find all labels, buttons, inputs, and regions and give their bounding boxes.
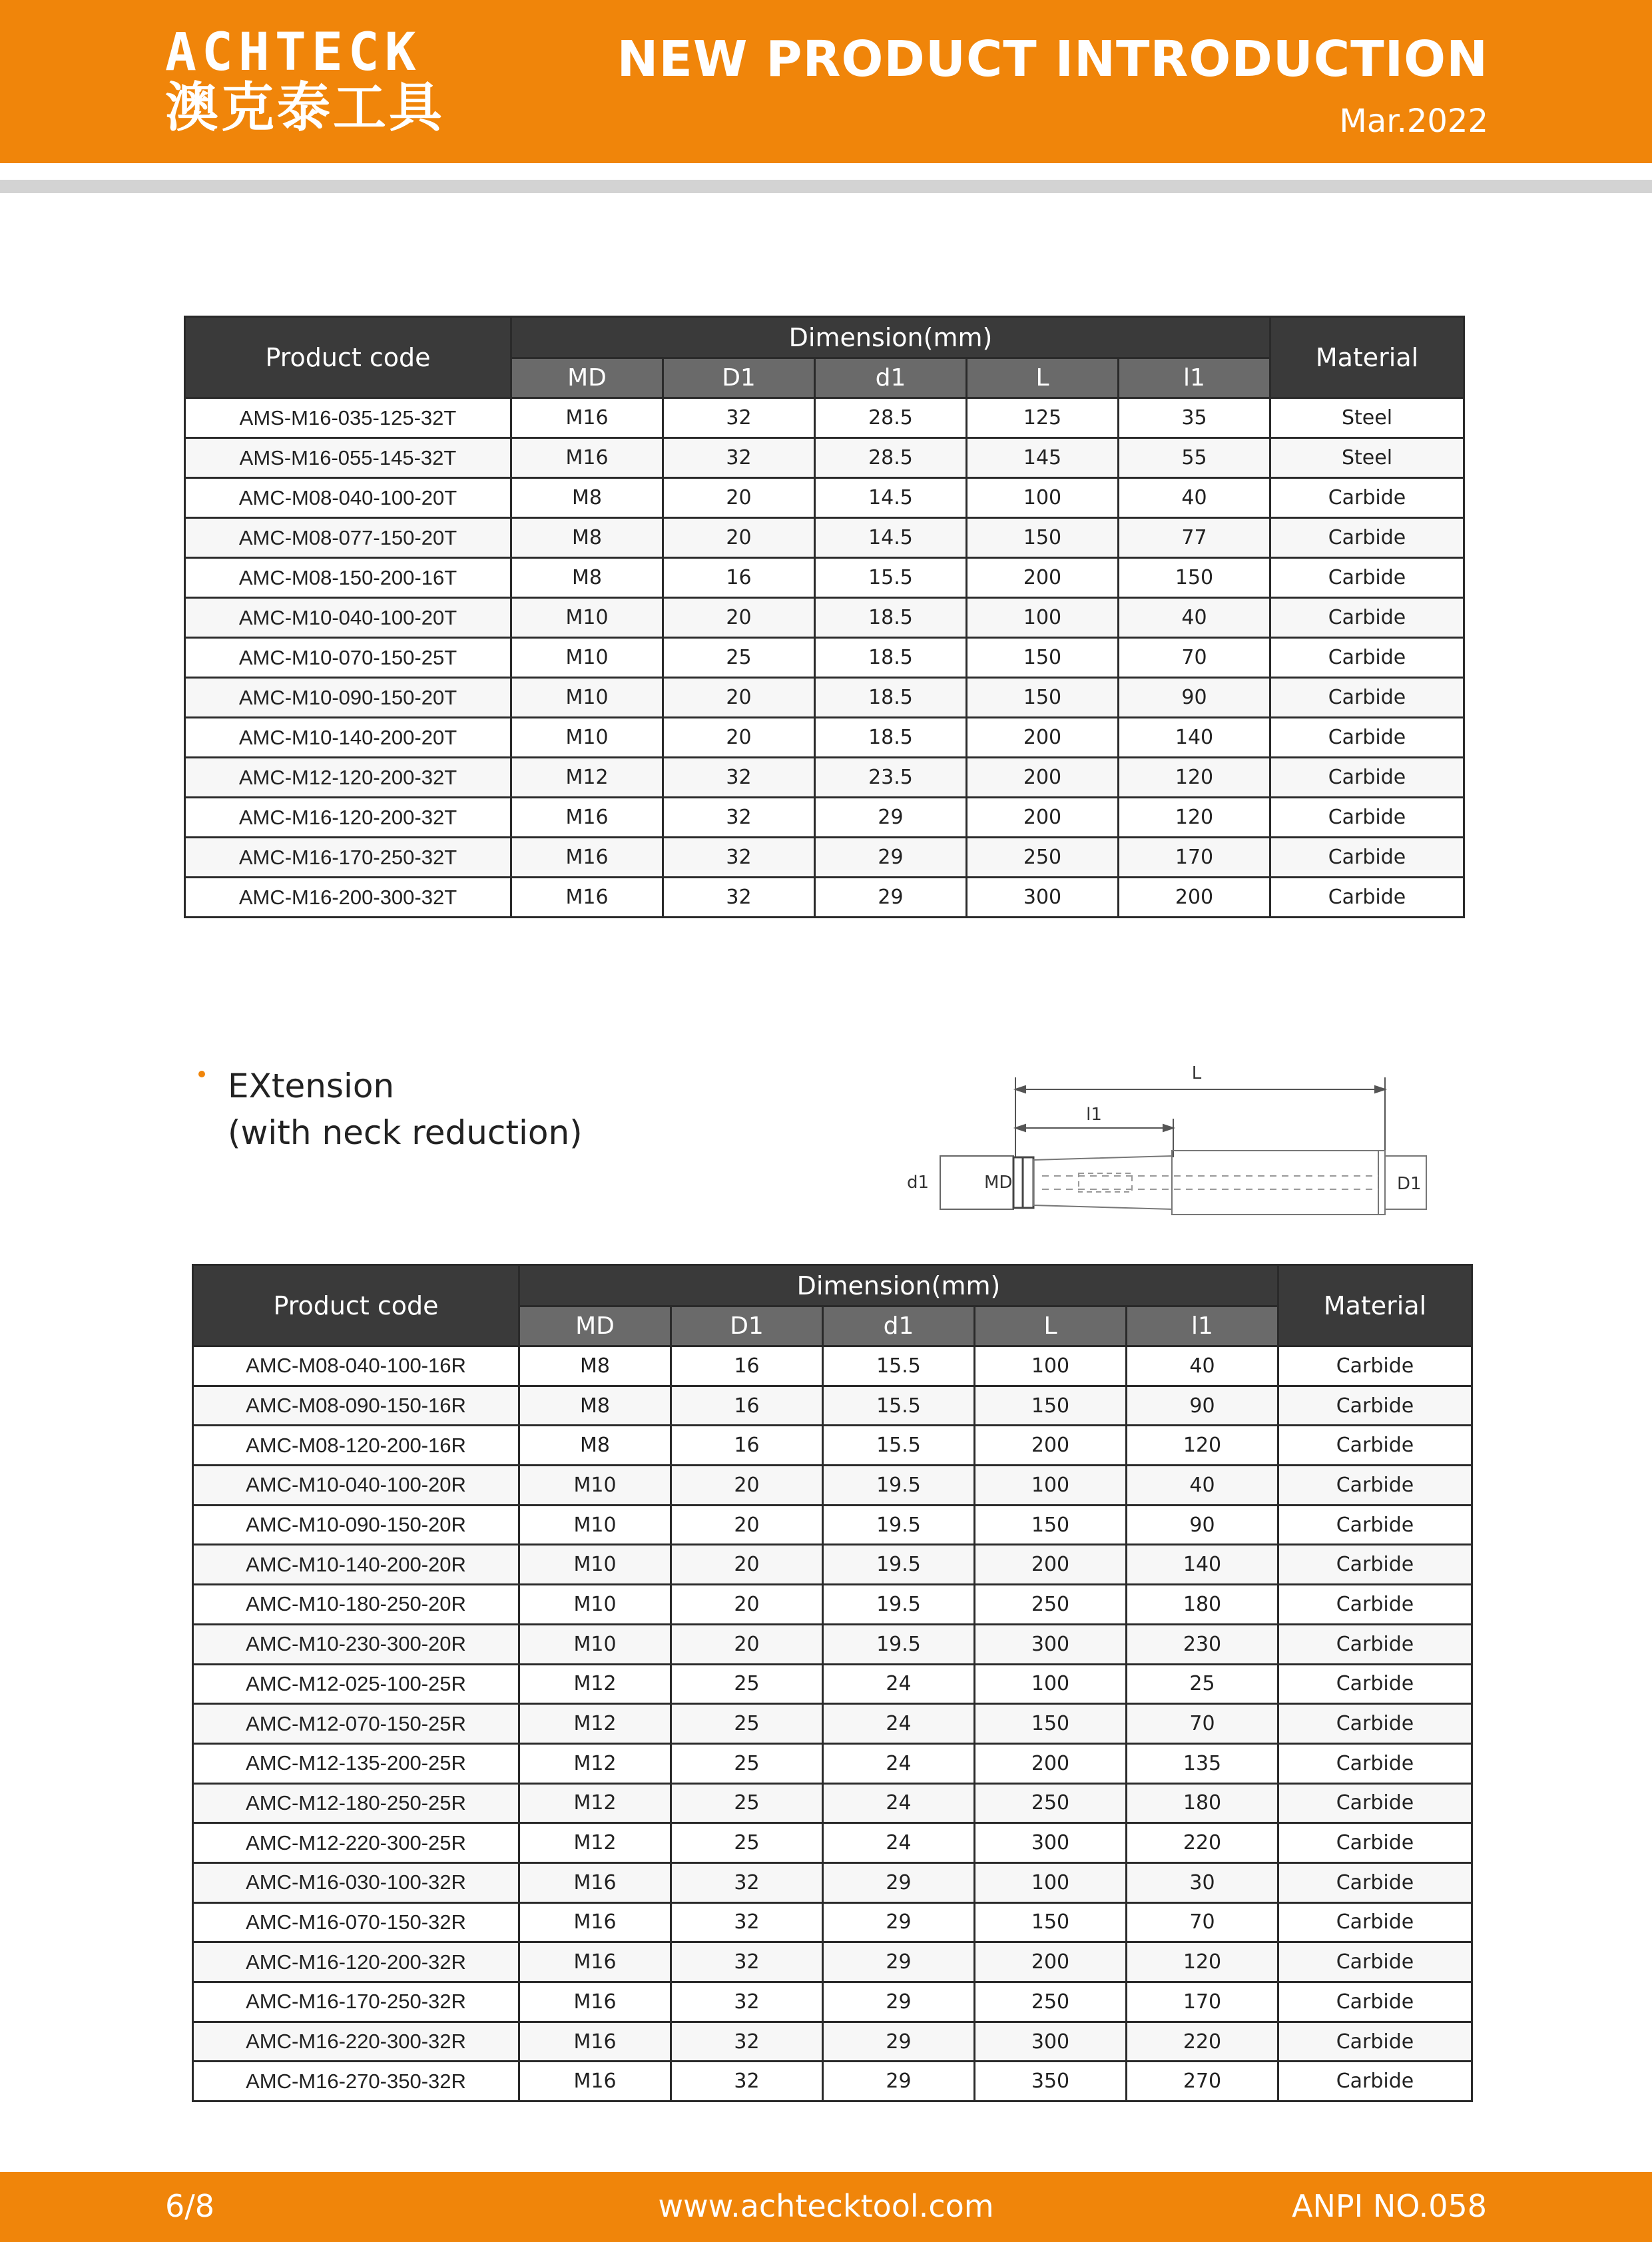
product-code-cell: AMC-M08-040-100-20T [185,478,511,518]
md-cell: M12 [519,1664,671,1704]
product-code-cell: AMC-M16-200-300-32T [185,878,511,918]
table-row [193,1346,1472,1386]
D1-cell: 32 [663,838,815,878]
anpi-number: ANPI NO.058 [1292,2188,1487,2224]
L-cell: 200 [967,558,1119,598]
product-code-cell: AMC-M10-070-150-25T [185,638,511,678]
material-cell: Carbide [1270,678,1464,718]
col-header-material: Material [1270,317,1464,398]
table-row [193,1505,1472,1545]
col-header-material: Material [1278,1265,1472,1346]
D1-cell: 32 [663,438,815,478]
l1-cell: 35 [1119,398,1270,438]
md-cell: M16 [511,838,663,878]
md-cell: M12 [519,1783,671,1823]
material-cell: Carbide [1278,1823,1472,1863]
table-row [185,598,1464,638]
L-cell: 150 [967,518,1119,558]
material-cell: Carbide [1270,758,1464,798]
D1-cell: 20 [671,1624,823,1664]
product-code-cell: AMC-M16-170-250-32T [185,838,511,878]
material-cell: Carbide [1278,1505,1472,1545]
l1-cell: 25 [1127,1664,1278,1704]
material-cell: Carbide [1278,1386,1472,1426]
d1-cell: 29 [815,798,967,838]
product-code-cell: AMC-M10-140-200-20R [193,1545,519,1585]
table-row [185,638,1464,678]
l1-cell: 120 [1119,798,1270,838]
label-l1: l1 [1086,1105,1102,1125]
table-row [185,838,1464,878]
material-cell: Carbide [1278,2022,1472,2062]
material-cell: Carbide [1278,1783,1472,1823]
l1-cell: 170 [1119,838,1270,878]
d1-cell: 15.5 [823,1386,975,1426]
product-code-cell: AMC-M12-135-200-25R [193,1743,519,1783]
md-cell: M16 [519,1942,671,1982]
L-cell: 200 [975,1743,1127,1783]
md-cell: M10 [519,1624,671,1664]
product-code-cell: AMC-M08-120-200-16R [193,1426,519,1466]
material-cell: Carbide [1270,518,1464,558]
material-cell: Carbide [1270,878,1464,918]
md-cell: M12 [511,758,663,798]
material-cell: Carbide [1270,478,1464,518]
product-code-cell: AMC-M08-090-150-16R [193,1386,519,1426]
D1-cell: 20 [671,1466,823,1506]
d1-cell: 18.5 [815,598,967,638]
d1-cell: 14.5 [815,518,967,558]
table-row [193,1862,1472,1902]
D1-cell: 32 [671,1862,823,1902]
d1-cell: 29 [823,2062,975,2102]
subcol-header-D1: D1 [663,358,815,398]
D1-cell: 20 [671,1585,823,1625]
subcol-header-d1: d1 [823,1306,975,1346]
table-row [193,1585,1472,1625]
l1-cell: 40 [1127,1466,1278,1506]
product-code-cell: AMC-M16-120-200-32R [193,1942,519,1982]
md-cell: M16 [519,2062,671,2102]
product-code-cell: AMC-M16-030-100-32R [193,1862,519,1902]
table-row [193,1982,1472,2022]
subcol-header-l1: l1 [1119,358,1270,398]
L-cell: 250 [967,838,1119,878]
D1-cell: 25 [671,1743,823,1783]
table-row [193,1743,1472,1783]
l1-cell: 200 [1119,878,1270,918]
d1-cell: 29 [823,1862,975,1902]
table-row [193,2062,1472,2102]
D1-cell: 32 [663,398,815,438]
product-code-cell: AMS-M16-055-145-32T [185,438,511,478]
table-row [185,478,1464,518]
l1-cell: 70 [1127,1704,1278,1744]
material-cell: Carbide [1270,638,1464,678]
material-cell: Carbide [1278,1862,1472,1902]
L-cell: 150 [975,1505,1127,1545]
L-cell: 200 [967,758,1119,798]
md-cell: M10 [511,718,663,758]
material-cell: Carbide [1278,1346,1472,1386]
D1-cell: 25 [671,1783,823,1823]
material-cell: Carbide [1270,558,1464,598]
D1-cell: 32 [663,758,815,798]
d1-cell: 29 [815,878,967,918]
L-cell: 100 [967,598,1119,638]
l1-cell: 30 [1127,1862,1278,1902]
l1-cell: 40 [1119,598,1270,638]
l1-cell: 70 [1119,638,1270,678]
table-row [193,1902,1472,1942]
d1-cell: 24 [823,1743,975,1783]
product-code-cell: AMC-M12-220-300-25R [193,1823,519,1863]
table-row [193,1783,1472,1823]
header-divider [0,180,1652,193]
md-cell: M16 [519,2022,671,2062]
product-code-cell: AMS-M16-035-125-32T [185,398,511,438]
L-cell: 250 [975,1585,1127,1625]
D1-cell: 25 [671,1704,823,1744]
material-cell: Carbide [1270,798,1464,838]
material-cell: Carbide [1270,718,1464,758]
l1-cell: 180 [1127,1783,1278,1823]
table-row [193,1704,1472,1744]
md-cell: M10 [519,1466,671,1506]
md-cell: M16 [511,798,663,838]
table-row [185,718,1464,758]
bullet-icon [198,1071,205,1077]
md-cell: M12 [519,1704,671,1744]
d1-cell: 19.5 [823,1545,975,1585]
L-cell: 300 [975,1624,1127,1664]
l1-cell: 55 [1119,438,1270,478]
d1-cell: 15.5 [823,1346,975,1386]
material-cell: Carbide [1278,1902,1472,1942]
material-cell: Carbide [1278,1585,1472,1625]
d1-cell: 18.5 [815,678,967,718]
material-cell: Carbide [1278,1426,1472,1466]
md-cell: M16 [519,1902,671,1942]
logo-text: ACHTECK [165,23,421,83]
d1-cell: 19.5 [823,1505,975,1545]
md-cell: M10 [519,1505,671,1545]
table-row [185,678,1464,718]
table-row [193,1386,1472,1426]
subcol-header-L: L [975,1306,1127,1346]
D1-cell: 20 [671,1505,823,1545]
page-header [0,0,1652,163]
L-cell: 145 [967,438,1119,478]
D1-cell: 32 [671,1902,823,1942]
d1-cell: 29 [823,1902,975,1942]
L-cell: 100 [975,1862,1127,1902]
table-row [193,1545,1472,1585]
L-cell: 250 [975,1783,1127,1823]
d1-cell: 15.5 [823,1426,975,1466]
l1-cell: 40 [1127,1346,1278,1386]
l1-cell: 135 [1127,1743,1278,1783]
subcol-header-L: L [967,358,1119,398]
d1-cell: 19.5 [823,1624,975,1664]
D1-cell: 25 [671,1664,823,1704]
md-cell: M10 [511,638,663,678]
label-D1: D1 [1397,1174,1422,1194]
l1-cell: 77 [1119,518,1270,558]
table-row [185,398,1464,438]
spec-table-2 [192,1264,1473,2102]
page-title: NEW PRODUCT INTRODUCTION [617,31,1488,88]
D1-cell: 32 [671,2062,823,2102]
table-row [193,1664,1472,1704]
l1-cell: 70 [1127,1902,1278,1942]
L-cell: 100 [967,478,1119,518]
L-cell: 125 [967,398,1119,438]
L-cell: 150 [975,1704,1127,1744]
d1-cell: 28.5 [815,438,967,478]
table-row [185,438,1464,478]
material-cell: Carbide [1278,2062,1472,2102]
table-row [193,1823,1472,1863]
spec-table-1 [184,316,1465,918]
table-row [185,798,1464,838]
d1-cell: 14.5 [815,478,967,518]
md-cell: M8 [519,1386,671,1426]
D1-cell: 32 [671,2022,823,2062]
spec-table-2-body [193,1346,1472,2102]
product-code-cell: AMC-M12-070-150-25R [193,1704,519,1744]
extension-tool-diagram [899,1057,1432,1231]
md-cell: M16 [511,438,663,478]
section-subtitle: (with neck reduction) [228,1113,583,1152]
table-row [185,758,1464,798]
l1-cell: 140 [1119,718,1270,758]
L-cell: 200 [967,798,1119,838]
d1-cell: 19.5 [823,1585,975,1625]
L-cell: 150 [967,678,1119,718]
material-cell: Carbide [1270,838,1464,878]
d1-cell: 24 [823,1783,975,1823]
l1-cell: 120 [1119,758,1270,798]
l1-cell: 150 [1119,558,1270,598]
D1-cell: 32 [663,798,815,838]
md-cell: M16 [519,1862,671,1902]
product-code-cell: AMC-M16-220-300-32R [193,2022,519,2062]
D1-cell: 20 [663,518,815,558]
table-row [185,878,1464,918]
product-code-cell: AMC-M16-170-250-32R [193,1982,519,2022]
section-title: EXtension [228,1067,395,1105]
table-row [193,1942,1472,1982]
material-cell: Carbide [1278,1743,1472,1783]
md-cell: M16 [511,878,663,918]
material-cell: Carbide [1278,1624,1472,1664]
label-L: L [1191,1063,1202,1083]
product-code-cell: AMC-M10-230-300-20R [193,1624,519,1664]
l1-cell: 220 [1127,2022,1278,2062]
l1-cell: 170 [1127,1982,1278,2022]
L-cell: 150 [967,638,1119,678]
table-row [193,1466,1472,1506]
d1-cell: 29 [823,1982,975,2022]
material-cell: Steel [1270,438,1464,478]
subcol-header-d1: d1 [815,358,967,398]
l1-cell: 120 [1127,1426,1278,1466]
material-cell: Carbide [1278,1942,1472,1982]
d1-cell: 29 [823,2022,975,2062]
md-cell: M8 [519,1346,671,1386]
D1-cell: 32 [663,878,815,918]
md-cell: M8 [511,478,663,518]
subcol-header-l1: l1 [1127,1306,1278,1346]
product-code-cell: AMC-M10-090-150-20T [185,678,511,718]
D1-cell: 25 [663,638,815,678]
d1-cell: 29 [823,1942,975,1982]
L-cell: 100 [975,1466,1127,1506]
md-cell: M10 [511,598,663,638]
l1-cell: 180 [1127,1585,1278,1625]
l1-cell: 90 [1119,678,1270,718]
D1-cell: 16 [671,1386,823,1426]
md-cell: M10 [519,1585,671,1625]
material-cell: Carbide [1278,1704,1472,1744]
page-footer [0,2172,1652,2242]
issue-date: Mar.2022 [1339,103,1488,140]
subcol-header-md: MD [519,1306,671,1346]
L-cell: 350 [975,2062,1127,2102]
l1-cell: 230 [1127,1624,1278,1664]
product-code-cell: AMC-M12-025-100-25R [193,1664,519,1704]
D1-cell: 16 [663,558,815,598]
product-code-cell: AMC-M16-120-200-32T [185,798,511,838]
table-row [185,558,1464,598]
spec-table-1-body [185,398,1464,918]
d1-cell: 28.5 [815,398,967,438]
d1-cell: 18.5 [815,638,967,678]
table-row [193,1426,1472,1466]
D1-cell: 20 [671,1545,823,1585]
L-cell: 300 [975,1823,1127,1863]
d1-cell: 19.5 [823,1466,975,1506]
l1-cell: 220 [1127,1823,1278,1863]
subcol-header-D1: D1 [671,1306,823,1346]
label-MD: MD [984,1173,1013,1193]
D1-cell: 16 [671,1426,823,1466]
L-cell: 100 [975,1346,1127,1386]
material-cell: Steel [1270,398,1464,438]
l1-cell: 40 [1119,478,1270,518]
product-code-cell: AMC-M10-090-150-20R [193,1505,519,1545]
md-cell: M16 [511,398,663,438]
col-header-dimension: Dimension(mm) [511,317,1270,358]
d1-cell: 15.5 [815,558,967,598]
col-header-product-code: Product code [193,1265,519,1346]
logo-chinese-text: 澳克泰工具 [165,77,445,139]
L-cell: 150 [975,1386,1127,1426]
md-cell: M8 [511,558,663,598]
l1-cell: 90 [1127,1386,1278,1426]
d1-cell: 23.5 [815,758,967,798]
material-cell: Carbide [1278,1545,1472,1585]
L-cell: 100 [975,1664,1127,1704]
md-cell: M10 [511,678,663,718]
l1-cell: 120 [1127,1942,1278,1982]
L-cell: 200 [975,1545,1127,1585]
d1-cell: 24 [823,1664,975,1704]
d1-cell: 24 [823,1704,975,1744]
product-code-cell: AMC-M08-040-100-16R [193,1346,519,1386]
product-code-cell: AMC-M10-180-250-20R [193,1585,519,1625]
d1-cell: 24 [823,1823,975,1863]
product-code-cell: AMC-M10-040-100-20T [185,598,511,638]
table-row [193,2022,1472,2062]
table-row [185,518,1464,558]
D1-cell: 25 [671,1823,823,1863]
L-cell: 200 [975,1426,1127,1466]
D1-cell: 16 [671,1346,823,1386]
L-cell: 200 [975,1942,1127,1982]
product-code-cell: AMC-M12-120-200-32T [185,758,511,798]
label-d1: d1 [907,1173,930,1193]
D1-cell: 32 [671,1982,823,2022]
D1-cell: 32 [671,1942,823,1982]
md-cell: M16 [519,1982,671,2022]
D1-cell: 20 [663,478,815,518]
product-code-cell: AMC-M10-140-200-20T [185,718,511,758]
L-cell: 200 [967,718,1119,758]
d1-cell: 29 [815,838,967,878]
D1-cell: 20 [663,678,815,718]
md-cell: M10 [519,1545,671,1585]
d1-cell: 18.5 [815,718,967,758]
md-cell: M12 [519,1743,671,1783]
md-cell: M12 [519,1823,671,1863]
L-cell: 250 [975,1982,1127,2022]
L-cell: 300 [967,878,1119,918]
col-header-product-code: Product code [185,317,511,398]
l1-cell: 90 [1127,1505,1278,1545]
md-cell: M8 [511,518,663,558]
website-link[interactable]: www.achtecktool.com [658,2188,994,2224]
L-cell: 150 [975,1902,1127,1942]
l1-cell: 140 [1127,1545,1278,1585]
product-code-cell: AMC-M08-150-200-16T [185,558,511,598]
product-code-cell: AMC-M16-070-150-32R [193,1902,519,1942]
product-code-cell: AMC-M12-180-250-25R [193,1783,519,1823]
product-code-cell: AMC-M16-270-350-32R [193,2062,519,2102]
product-code-cell: AMC-M10-040-100-20R [193,1466,519,1506]
material-cell: Carbide [1278,1664,1472,1704]
L-cell: 300 [975,2022,1127,2062]
table-row [193,1624,1472,1664]
material-cell: Carbide [1278,1466,1472,1506]
product-code-cell: AMC-M08-077-150-20T [185,518,511,558]
D1-cell: 20 [663,598,815,638]
material-cell: Carbide [1270,598,1464,638]
subcol-header-md: MD [511,358,663,398]
l1-cell: 270 [1127,2062,1278,2102]
D1-cell: 20 [663,718,815,758]
material-cell: Carbide [1278,1982,1472,2022]
col-header-dimension: Dimension(mm) [519,1265,1278,1306]
md-cell: M8 [519,1426,671,1466]
page-number: 6/8 [165,2188,215,2224]
